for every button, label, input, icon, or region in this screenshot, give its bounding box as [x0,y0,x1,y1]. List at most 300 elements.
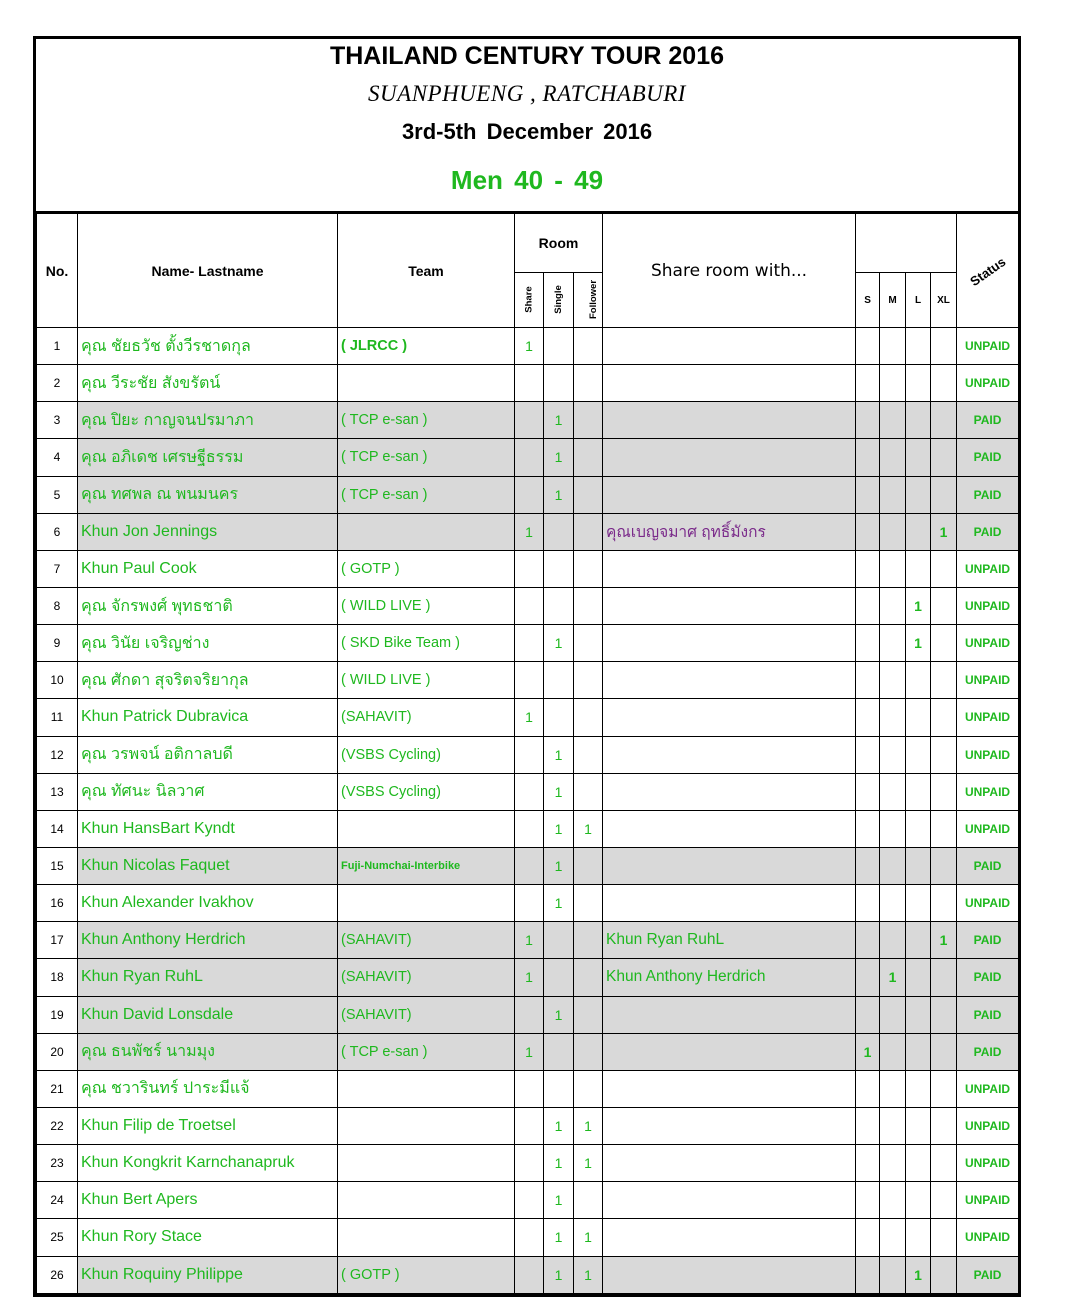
room-follower [574,1182,603,1219]
status-badge: UNPAID [957,1070,1019,1107]
room-follower [574,365,603,402]
size-m [880,587,906,624]
team-name [338,365,515,402]
share-room-with [603,328,856,365]
team-name [338,810,515,847]
row-number: 14 [37,810,78,847]
room-single [544,662,574,699]
participant-name: คุณ ธนพัชร์ นามมุง [78,1033,338,1070]
table-row [37,476,1019,513]
participant-name: คุณ วินัย เจริญช่าง [78,625,338,662]
size-l [906,736,931,773]
size-xl [931,402,957,439]
room-single [544,365,574,402]
table-row [37,773,1019,810]
size-s [856,736,880,773]
table-row [37,736,1019,773]
size-xl [931,810,957,847]
room-follower [574,476,603,513]
participant-name: Khun Kongkrit Karnchanapruk [78,1145,338,1182]
participant-name: Khun David Lonsdale [78,996,338,1033]
share-room-with [603,1145,856,1182]
participant-name: คุณ ทัศนะ นิลวาศ [78,773,338,810]
size-l [906,1219,931,1256]
size-s [856,959,880,996]
participant-name: คุณ วีระชัย สังขรัตน์ [78,365,338,402]
size-xl [931,365,957,402]
row-number: 8 [37,587,78,624]
room-follower [574,885,603,922]
size-l [906,662,931,699]
room-share [515,885,544,922]
size-m [880,662,906,699]
size-m [880,885,906,922]
status-badge: PAID [957,439,1019,476]
room-single [544,922,574,959]
participant-name: Khun Filip de Troetsel [78,1107,338,1144]
status-badge: UNPAID [957,885,1019,922]
event-dates: 3rd-5th December 2016 [401,119,653,144]
room-single: 1 [544,996,574,1033]
participant-name: Khun Rory Stace [78,1219,338,1256]
room-single [544,513,574,550]
room-single: 1 [544,1219,574,1256]
size-xl [931,550,957,587]
row-number: 10 [37,662,78,699]
share-room-with [603,365,856,402]
share-room-with [603,699,856,736]
team-name: (VSBS Cycling) [338,773,515,810]
room-single [544,1070,574,1107]
room-share [515,1182,544,1219]
header-share: Share [523,286,535,313]
size-s [856,513,880,550]
size-m [880,1033,906,1070]
team-name: ( GOTP ) [338,550,515,587]
size-l [906,996,931,1033]
room-share: 1 [515,699,544,736]
room-follower [574,439,603,476]
size-l [906,402,931,439]
status-badge: PAID [957,402,1019,439]
team-name: (VSBS Cycling) [338,736,515,773]
size-xl [931,736,957,773]
size-xl [931,699,957,736]
size-l [906,1033,931,1070]
team-name [338,1182,515,1219]
table-row [37,625,1019,662]
room-follower [574,699,603,736]
row-number: 23 [37,1145,78,1182]
status-badge: PAID [957,922,1019,959]
room-share [515,402,544,439]
share-room-with [603,550,856,587]
team-name [338,1145,515,1182]
status-badge: UNPAID [957,587,1019,624]
status-badge: UNPAID [957,736,1019,773]
size-m [880,847,906,884]
size-l [906,773,931,810]
room-share [515,773,544,810]
size-l [906,810,931,847]
share-room-with [603,662,856,699]
size-l [906,328,931,365]
size-xl [931,773,957,810]
table-row [37,699,1019,736]
share-room-with [603,587,856,624]
size-m [880,513,906,550]
table-row [37,587,1019,624]
size-xl [931,1145,957,1182]
size-m [880,402,906,439]
table-body [37,328,1019,1294]
size-s [856,328,880,365]
share-room-with [603,625,856,662]
room-single [544,328,574,365]
room-single: 1 [544,439,574,476]
room-share [515,587,544,624]
team-name [338,885,515,922]
team-name: ( TCP e-san ) [338,402,515,439]
status-badge: UNPAID [957,1145,1019,1182]
table-row [37,1033,1019,1070]
size-m [880,439,906,476]
size-l [906,847,931,884]
row-number: 21 [37,1070,78,1107]
share-room-with [603,1219,856,1256]
title-block [36,39,1018,213]
room-follower [574,773,603,810]
size-l [906,922,931,959]
size-m [880,736,906,773]
team-name: ( TCP e-san ) [338,476,515,513]
room-single [544,1033,574,1070]
room-single [544,550,574,587]
room-share: 1 [515,513,544,550]
size-m [880,1182,906,1219]
size-l [906,1107,931,1144]
row-number: 19 [37,996,78,1033]
size-s [856,365,880,402]
row-number: 16 [37,885,78,922]
size-m [880,773,906,810]
status-badge: PAID [957,1256,1019,1293]
size-s [856,587,880,624]
row-number: 7 [37,550,78,587]
room-share: 1 [515,1033,544,1070]
participant-name: Khun Patrick Dubravica [78,699,338,736]
team-name [338,1219,515,1256]
share-room-with [603,996,856,1033]
share-room-with [603,847,856,884]
header-status-cell [957,214,1019,328]
size-m [880,1145,906,1182]
size-s [856,1145,880,1182]
room-follower [574,847,603,884]
participant-name: คุณ จักรพงศ์ พุทธชาติ [78,587,338,624]
room-follower [574,662,603,699]
participant-name: Khun Paul Cook [78,550,338,587]
event-title: THAILAND CENTURY TOUR 2016 [329,42,725,70]
category-title: Men 40 - 49 [450,165,604,195]
size-xl [931,847,957,884]
size-l [906,1145,931,1182]
header-room: Room [515,214,603,273]
status-badge: UNPAID [957,365,1019,402]
header-size-l: L [906,273,931,328]
table-row [37,996,1019,1033]
room-single: 1 [544,476,574,513]
room-follower: 1 [574,1219,603,1256]
team-name: (SAHAVIT) [338,959,515,996]
size-xl [931,625,957,662]
share-room-with [603,810,856,847]
team-name [338,1070,515,1107]
room-follower [574,402,603,439]
status-badge: UNPAID [957,1219,1019,1256]
size-s [856,476,880,513]
room-follower [574,625,603,662]
size-l [906,1182,931,1219]
row-number: 20 [37,1033,78,1070]
size-m [880,1219,906,1256]
size-m [880,476,906,513]
registration-sheet [33,36,1021,1297]
size-xl [931,1256,957,1293]
room-follower [574,513,603,550]
room-follower: 1 [574,810,603,847]
header-status: Status [966,253,1009,289]
size-l: 1 [906,625,931,662]
size-s [856,699,880,736]
table-row [37,328,1019,365]
size-s [856,773,880,810]
size-xl [931,1219,957,1256]
room-single: 1 [544,402,574,439]
share-room-with [603,1033,856,1070]
header-share-cell [515,273,544,328]
status-badge: UNPAID [957,1182,1019,1219]
share-room-with [603,885,856,922]
room-single: 1 [544,1182,574,1219]
row-number: 12 [37,736,78,773]
table-row [37,550,1019,587]
team-name: ( GOTP ) [338,1256,515,1293]
share-room-with [603,773,856,810]
header-name: Name- Lastname [78,214,338,328]
header-size-m: M [880,273,906,328]
team-name [338,1107,515,1144]
size-s [856,1219,880,1256]
status-badge: UNPAID [957,328,1019,365]
row-number: 24 [37,1182,78,1219]
table-row [37,810,1019,847]
participant-name: คุณ วรพจน์ อติกาลบดี [78,736,338,773]
size-xl [931,328,957,365]
size-l [906,885,931,922]
header-team: Team [338,214,515,328]
size-s [856,885,880,922]
size-xl [931,996,957,1033]
row-number: 1 [37,328,78,365]
status-badge: UNPAID [957,810,1019,847]
room-share [515,625,544,662]
size-m [880,1256,906,1293]
row-number: 6 [37,513,78,550]
room-share [515,810,544,847]
room-follower [574,922,603,959]
size-s [856,1107,880,1144]
size-s [856,662,880,699]
size-m [880,365,906,402]
header-size-group [856,214,957,273]
table-row [37,365,1019,402]
table-row [37,1070,1019,1107]
room-share [515,365,544,402]
size-l [906,439,931,476]
size-l [906,1070,931,1107]
table-row [37,847,1019,884]
size-s [856,1182,880,1219]
participant-name: Khun Roquiny Philippe [78,1256,338,1293]
row-number: 25 [37,1219,78,1256]
room-single: 1 [544,1145,574,1182]
size-m [880,810,906,847]
room-single: 1 [544,810,574,847]
size-s [856,439,880,476]
room-single: 1 [544,885,574,922]
room-single: 1 [544,736,574,773]
size-m [880,1107,906,1144]
row-number: 13 [37,773,78,810]
room-follower [574,1033,603,1070]
size-xl [931,1070,957,1107]
participant-name: Khun Anthony Herdrich [78,922,338,959]
room-single [544,699,574,736]
participant-name: Khun Nicolas Faquet [78,847,338,884]
header-follower: Follower [588,279,600,320]
share-room-with [603,1107,856,1144]
share-room-with [603,402,856,439]
size-m [880,550,906,587]
size-s [856,550,880,587]
participant-name: Khun Jon Jennings [78,513,338,550]
table-row [37,922,1019,959]
size-m: 1 [880,959,906,996]
share-room-with [603,736,856,773]
room-share [515,439,544,476]
table-row [37,959,1019,996]
status-badge: PAID [957,476,1019,513]
status-badge: PAID [957,996,1019,1033]
size-l [906,476,931,513]
room-follower [574,328,603,365]
table-row [37,513,1019,550]
size-xl [931,1182,957,1219]
team-name: ( WILD LIVE ) [338,662,515,699]
size-s [856,847,880,884]
size-l [906,365,931,402]
table-row [37,662,1019,699]
participant-name: คุณ อภิเดช เศรษฐีธรรม [78,439,338,476]
participant-name: คุณ ศักดา สุจริตจริยากุล [78,662,338,699]
header-size-xl: XL [931,273,957,328]
size-s [856,810,880,847]
share-room-with [603,1256,856,1293]
room-share: 1 [515,922,544,959]
room-follower [574,959,603,996]
size-xl [931,439,957,476]
team-name: ( WILD LIVE ) [338,587,515,624]
row-number: 5 [37,476,78,513]
share-room-with: Khun Ryan RuhL [603,922,856,959]
table-row [37,439,1019,476]
row-number: 17 [37,922,78,959]
share-room-with [603,439,856,476]
size-xl [931,885,957,922]
size-xl [931,959,957,996]
status-badge: PAID [957,847,1019,884]
room-share [515,1107,544,1144]
room-follower [574,550,603,587]
header-no: No. [37,214,78,328]
table-row [37,1256,1019,1293]
size-m [880,922,906,959]
row-number: 4 [37,439,78,476]
row-number: 18 [37,959,78,996]
participant-name: Khun Bert Apers [78,1182,338,1219]
room-follower [574,587,603,624]
share-room-with [603,1070,856,1107]
participant-name: คุณ ชัยธวัช ตั้งวีรชาดกุล [78,328,338,365]
room-share [515,1145,544,1182]
table-row [37,1219,1019,1256]
table-row [37,1145,1019,1182]
room-share [515,1256,544,1293]
participant-name: Khun Alexander Ivakhov [78,885,338,922]
header-follower-cell [574,273,603,328]
status-badge: PAID [957,959,1019,996]
share-room-with: คุณเบญจมาศ ฤทธิ์มังกร [603,513,856,550]
team-name: ( TCP e-san ) [338,1033,515,1070]
status-badge: UNPAID [957,662,1019,699]
status-badge: UNPAID [957,699,1019,736]
header-share-with: Share room with... [603,214,856,328]
table-row [37,1182,1019,1219]
size-xl [931,476,957,513]
room-share: 1 [515,959,544,996]
size-l [906,699,931,736]
team-name: ( SKD Bike Team ) [338,625,515,662]
team-name: ( JLRCC ) [338,328,515,365]
room-single: 1 [544,1107,574,1144]
room-single [544,959,574,996]
size-s [856,625,880,662]
status-badge: PAID [957,513,1019,550]
team-name: (SAHAVIT) [338,699,515,736]
status-badge: UNPAID [957,625,1019,662]
size-l: 1 [906,587,931,624]
size-m [880,1070,906,1107]
size-s [856,922,880,959]
room-follower: 1 [574,1107,603,1144]
participant-name: คุณ ทศพล ณ พนมนคร [78,476,338,513]
room-follower [574,736,603,773]
room-single: 1 [544,773,574,810]
size-xl [931,662,957,699]
row-number: 22 [37,1107,78,1144]
room-share [515,1219,544,1256]
